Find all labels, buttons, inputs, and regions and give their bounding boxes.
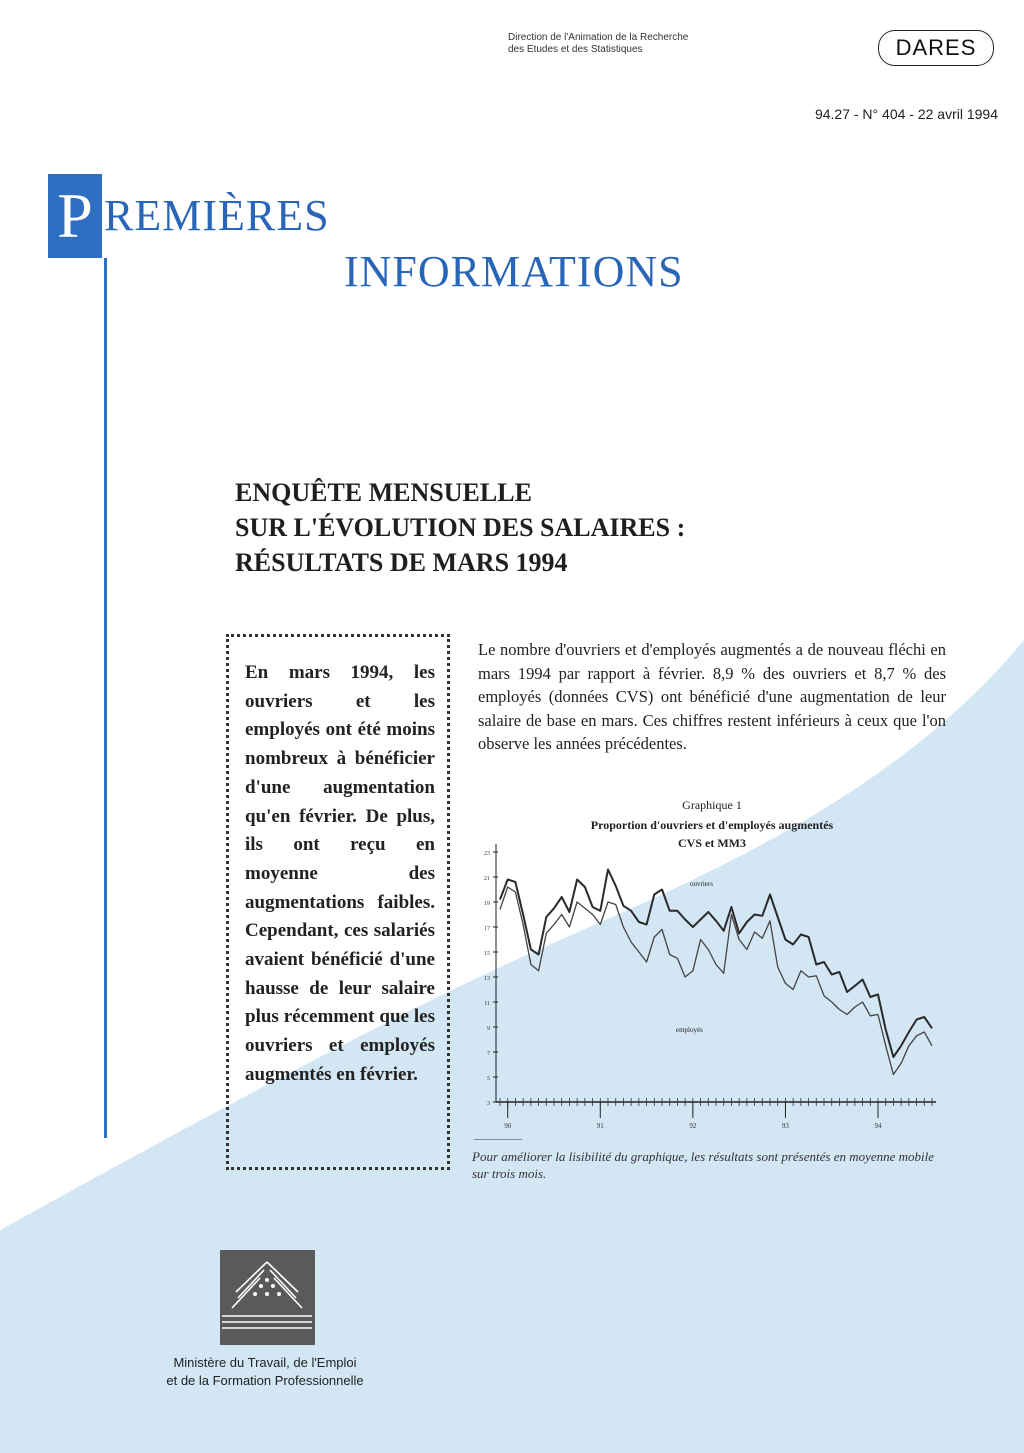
ministry-line1: Ministère du Travail, de l'Emploi bbox=[173, 1355, 357, 1370]
y-tick-label: 19 bbox=[484, 901, 490, 907]
title-line3: RÉSULTATS DE MARS 1994 bbox=[235, 548, 568, 577]
dares-badge: DARES bbox=[878, 30, 994, 66]
series-label-ouvriers: ouvriers bbox=[690, 880, 713, 888]
summary-text: En mars 1994, les ouvriers et les employés ont été moins nombreux à bénéficier d'une augmentation qu'en février. De plus, ils ont reçu en moyenne des augmentations faibles. Cependant, ces salariés avaient bénéficié d'une hausse de leur salaire plus récemment que les ouvriers et employés augmentés en février. bbox=[245, 662, 435, 1085]
masthead-initial: P bbox=[48, 174, 102, 258]
y-tick-label: 11 bbox=[484, 1001, 490, 1007]
ministry-line2: et de la Formation Professionnelle bbox=[166, 1373, 364, 1388]
y-tick-label: 21 bbox=[484, 876, 490, 882]
chart-subtitle2: CVS et MM3 bbox=[678, 836, 746, 850]
y-tick-label: 17 bbox=[484, 926, 490, 932]
y-tick-label: 23 bbox=[484, 851, 490, 857]
masthead-line1: REMIÈRES bbox=[104, 191, 330, 240]
ministry-name bbox=[120, 1354, 410, 1390]
title-line1: ENQUÊTE MENSUELLE bbox=[235, 478, 532, 507]
y-tick-label: 5 bbox=[487, 1076, 490, 1082]
x-tick-label: 91 bbox=[596, 1122, 604, 1130]
series-line-employes bbox=[500, 887, 932, 1075]
x-tick-label: 90 bbox=[504, 1122, 512, 1130]
chart-note: Pour améliorer la lisibilité du graphique, les résultats sont présentés en moyenne mobile sur trois mois. bbox=[472, 1149, 935, 1181]
masthead-rule bbox=[104, 258, 107, 1138]
title-line2: SUR L'ÉVOLUTION DES SALAIRES : bbox=[235, 513, 686, 542]
ministry-logo bbox=[220, 1250, 315, 1345]
agency-line1: Direction de l'Animation de la Recherche bbox=[508, 32, 689, 43]
agency-name bbox=[508, 32, 768, 56]
summary-box bbox=[226, 634, 450, 1170]
chart bbox=[462, 790, 952, 1140]
y-tick-label: 9 bbox=[487, 1026, 490, 1032]
article-title bbox=[235, 475, 795, 580]
y-tick-label: 7 bbox=[487, 1051, 490, 1057]
agency-line2: des Etudes et des Statistiques bbox=[508, 44, 643, 55]
y-tick-label: 13 bbox=[484, 976, 490, 982]
chart-subtitle: Proportion d'ouvriers et d'employés augmentés bbox=[590, 818, 834, 832]
y-tick-label: 15 bbox=[484, 951, 490, 957]
issue-number: 94.27 - N° 404 - 22 avril 1994 bbox=[814, 106, 998, 122]
x-tick-label: 92 bbox=[689, 1122, 697, 1130]
series-label-employes: employés bbox=[676, 1026, 703, 1034]
intro-paragraph: Le nombre d'ouvriers et d'employés augmentés a de nouveau fléchi en mars 1994 par rapport à février. 8,9 % des ouvriers et 8,7 % des employés (données CVS) ont bénéficié d'une augmentation de leur salaire de base en mars. Ces chiffres restent inférieurs à ceux que l'on observe les années précédentes. bbox=[478, 640, 946, 754]
masthead-line2: INFORMATIONS bbox=[344, 247, 684, 296]
chart-title: Graphique 1 bbox=[682, 798, 742, 812]
y-tick-label: 3 bbox=[487, 1101, 490, 1107]
x-tick-label: 93 bbox=[781, 1122, 789, 1130]
x-tick-label: 94 bbox=[874, 1122, 882, 1130]
